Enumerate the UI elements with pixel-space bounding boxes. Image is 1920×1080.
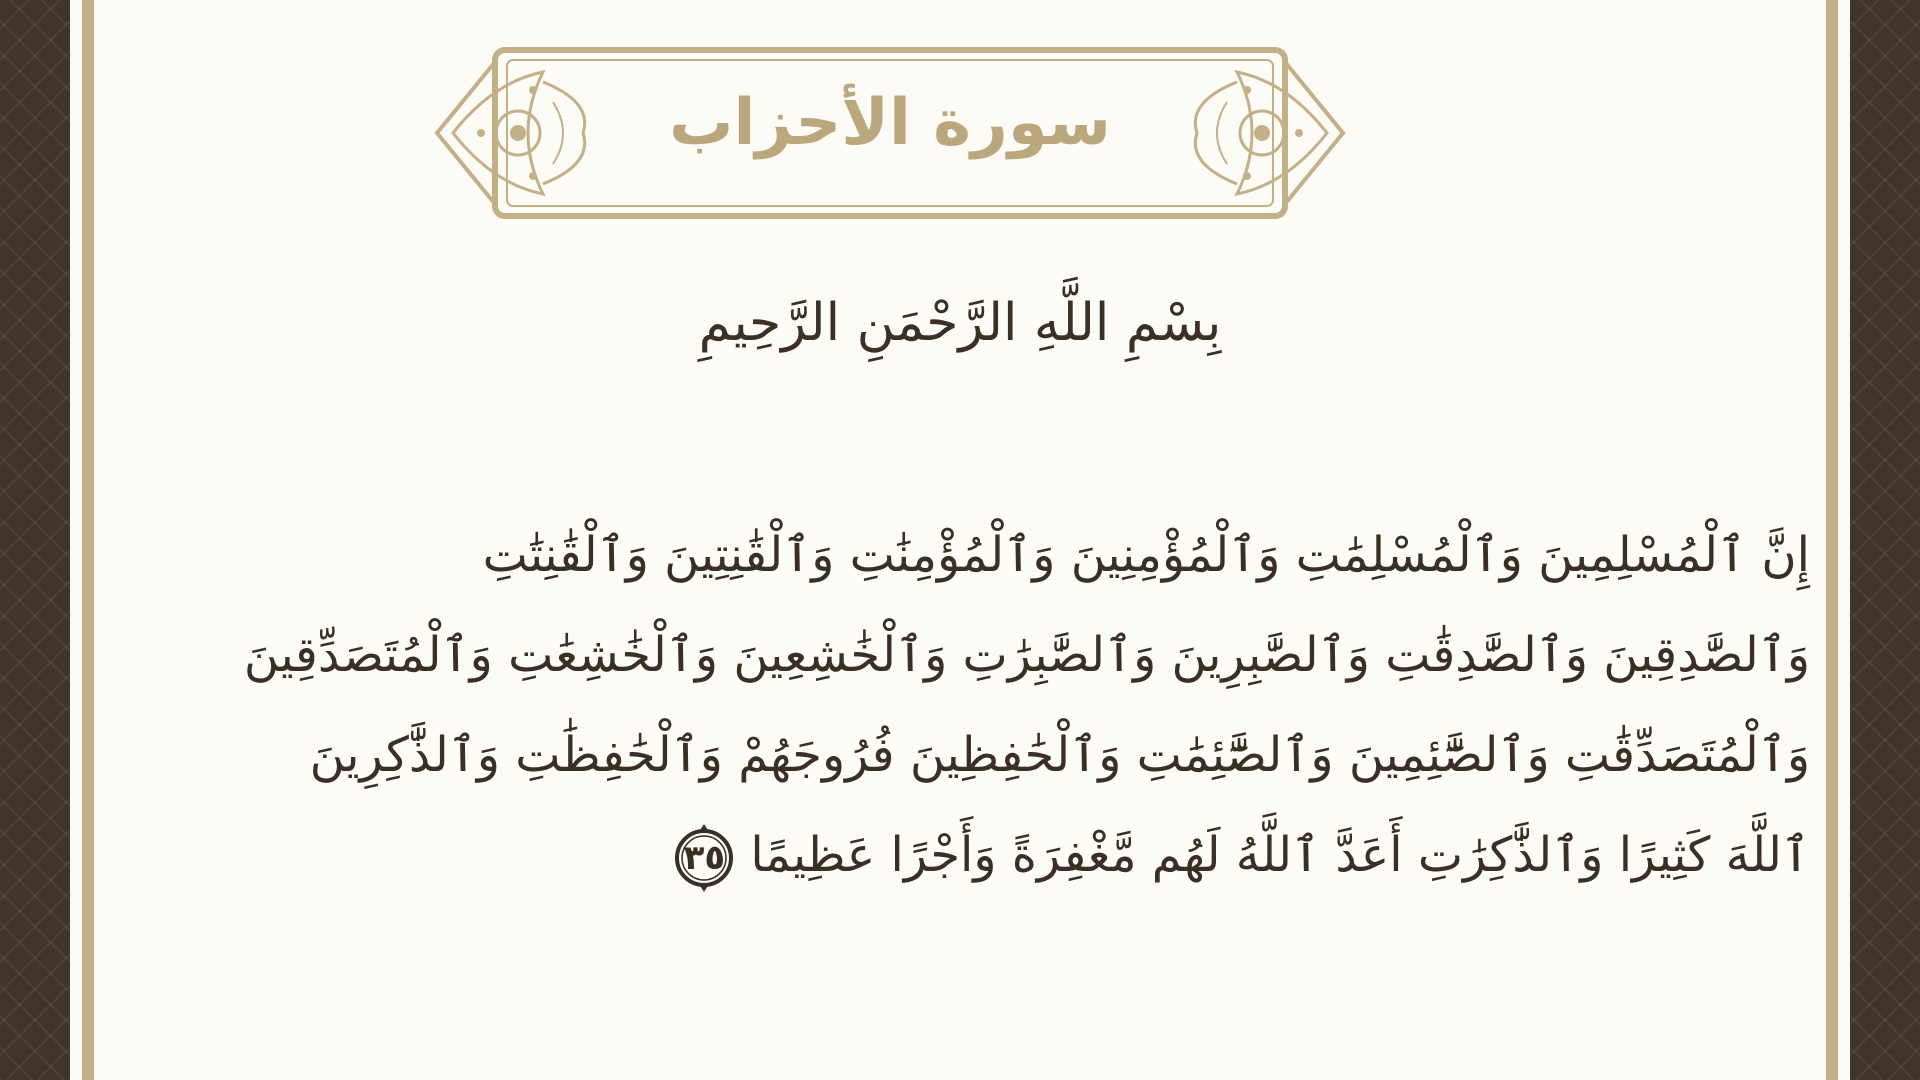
decorative-border-right (1850, 0, 1920, 1080)
ayah-end-marker (670, 824, 738, 892)
basmala: بِسْمِ اللَّهِ الرَّحْمَنِ الرَّحِيمِ (698, 293, 1222, 353)
gold-frame-line-right (1826, 0, 1838, 1080)
verse-line-last (110, 805, 1810, 905)
verse-line: وَٱلْمُتَصَدِّقَٰتِ وَٱلصَّٰٓئِمِينَ وَٱلصَّٰٓئِمَٰتِ وَٱلْحَٰفِظِينَ فُرُوجَهُمْ وَٱلْحَٰفِظَٰتِ وَٱلذَّٰكِرِينَ (309, 727, 1810, 783)
verse-text (110, 505, 1810, 905)
decorative-border-left (0, 0, 70, 1080)
gold-frame-line-left (82, 0, 94, 1080)
surah-title: سورة الأحزاب (669, 86, 1111, 160)
ayah-number: ٣٥ (683, 838, 726, 878)
verse-line: وَٱلصَّٰدِقِينَ وَٱلصَّٰدِقَٰتِ وَٱلصَّٰبِرِينَ وَٱلصَّٰبِرَٰتِ وَٱلْخَٰشِعِينَ وَٱلْخَٰشِعَٰتِ وَٱلْمُتَصَدِّقِينَ (243, 627, 1810, 683)
verse-line: إِنَّ ٱلْمُسْلِمِينَ وَٱلْمُسْلِمَٰتِ وَٱلْمُؤْمِنِينَ وَٱلْمُؤْمِنَٰتِ وَٱلْقَٰنِتِينَ وَٱلْقَٰنِتَٰتِ (482, 527, 1810, 583)
surah-title-frame (433, 42, 1347, 224)
verse-line-text: ٱللَّهَ كَثِيرًا وَٱلذَّٰكِرَٰتِ أَعَدَّ ٱللَّهُ لَهُم مَّغْفِرَةً وَأَجْرًا عَظِيمًا (750, 827, 1810, 883)
